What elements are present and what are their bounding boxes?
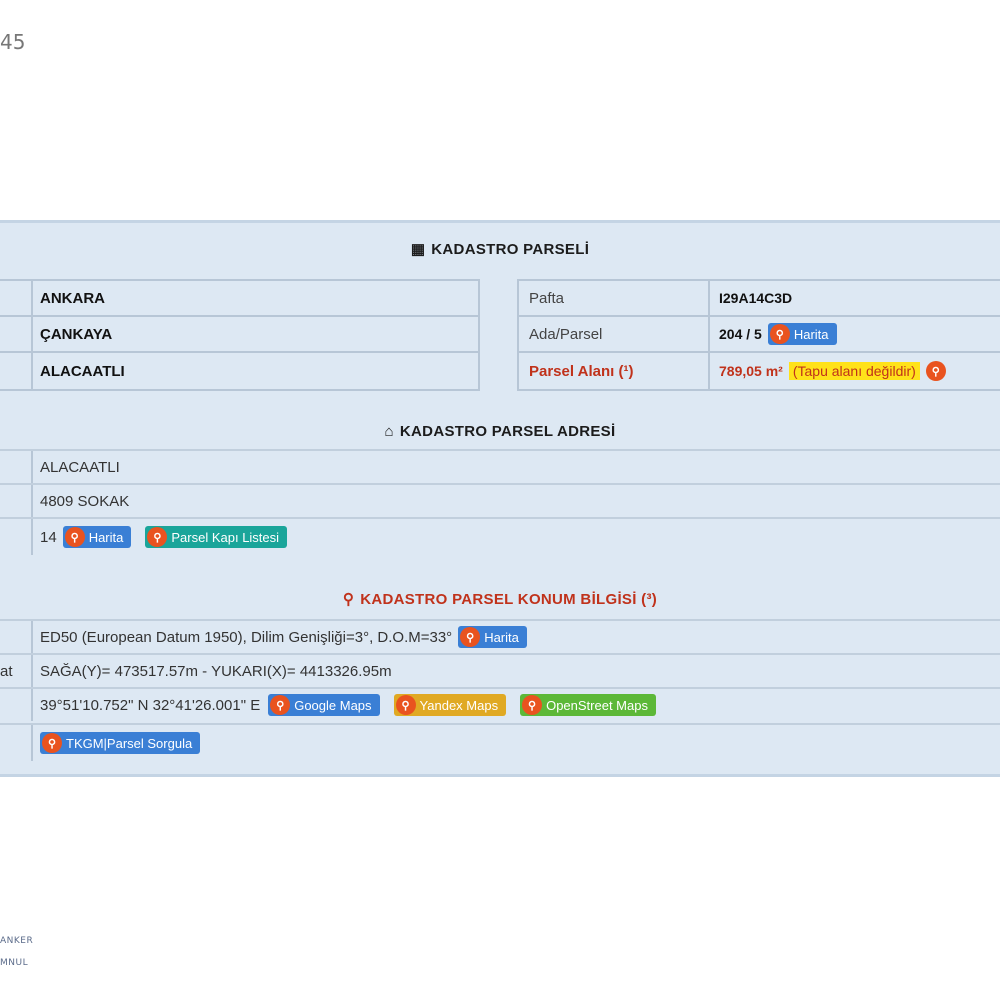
ada-parsel-value: 204 / 5 [719, 326, 762, 342]
info-icon[interactable]: ⚲ [926, 361, 946, 381]
footer-text-2: MNUL [0, 958, 29, 968]
pafta-row [519, 281, 1000, 317]
address-row-door [0, 517, 1000, 555]
address-neighborhood: ALACAATLI [40, 458, 120, 476]
tkgm-query-button[interactable]: ⚲ TKGM|Parsel Sorgula [40, 732, 200, 754]
parcel-area-label: Parsel Alanı (¹) [519, 353, 710, 389]
ada-parsel-label: Ada/Parsel [519, 317, 710, 351]
yandex-maps-button[interactable]: ⚲ Yandex Maps [394, 694, 507, 716]
address-section-header [0, 413, 1000, 449]
pafta-label: Pafta [519, 281, 710, 315]
coord-label: at [0, 655, 33, 687]
kadastro-panel [0, 220, 1000, 777]
search-icon: ⚲ [147, 527, 167, 547]
neighborhood-value: ALACAATLI [40, 362, 125, 380]
parcel-row-province [0, 281, 478, 317]
pafta-value: I29A14C3D [719, 290, 793, 306]
location-row-coordinates [0, 653, 1000, 687]
parcel-section-title: KADASTRO PARSELİ [431, 240, 590, 258]
geo-text: 39°51'10.752" N 32°41'26.001" E [40, 696, 261, 714]
location-section-title: KADASTRO PARSEL KONUM BİLGİSİ (³) [360, 590, 658, 608]
search-icon: ⚲ [770, 324, 790, 344]
ada-map-button[interactable]: ⚲ Harita [768, 323, 837, 345]
search-icon: ⚲ [65, 527, 85, 547]
parcel-detail-table [517, 279, 1000, 391]
search-icon: ⚲ [396, 695, 416, 715]
datum-text: ED50 (European Datum 1950), Dilim Genişliği=3°, D.O.M=33° [40, 628, 453, 646]
coord-text: SAĞA(Y)= 473517.57m - YUKARI(X)= 4413326.95m [40, 662, 392, 680]
parcel-section-header [0, 231, 1000, 267]
address-section-title: KADASTRO PARSEL ADRESİ [399, 422, 616, 440]
parcel-area-row [519, 353, 1000, 389]
search-icon: ⚲ [270, 695, 290, 715]
address-row-neighborhood [0, 449, 1000, 483]
location-row-geographic [0, 687, 1000, 721]
ada-parsel-row [519, 317, 1000, 353]
address-map-button[interactable]: ⚲ Harita [63, 526, 132, 548]
location-row-datum [0, 619, 1000, 653]
footer-text-1: ANKER [0, 936, 34, 946]
province-value: ANKARA [40, 289, 105, 307]
door-list-button[interactable]: ⚲ Parsel Kapı Listesi [145, 526, 287, 548]
door-number: 14 [40, 528, 57, 546]
district-value: ÇANKAYA [40, 325, 113, 343]
map-pin-icon: ⚲ [342, 591, 355, 608]
grid-icon: ▦ [410, 241, 426, 258]
parcel-info-grid [0, 279, 1000, 391]
search-icon: ⚲ [460, 627, 480, 647]
google-maps-button[interactable]: ⚲ Google Maps [268, 694, 379, 716]
search-icon: ⚲ [42, 733, 62, 753]
address-street: 4809 SOKAK [40, 492, 130, 510]
parcel-location-table [0, 279, 480, 391]
osm-button[interactable]: ⚲ OpenStreet Maps [520, 694, 656, 716]
parcel-row-neighborhood [0, 353, 478, 389]
parcel-row-district [0, 317, 478, 353]
search-icon: ⚲ [522, 695, 542, 715]
area-note-badge: (Tapu alanı değildir) [789, 362, 920, 380]
address-row-street [0, 483, 1000, 517]
corner-number: 45 [0, 30, 26, 54]
datum-map-button[interactable]: ⚲ Harita [458, 626, 527, 648]
location-row-tkgm [0, 723, 1000, 761]
home-icon: ⌂ [384, 422, 394, 440]
location-section-header [0, 581, 1000, 617]
parcel-area-value: 789,05 m² [719, 363, 783, 379]
